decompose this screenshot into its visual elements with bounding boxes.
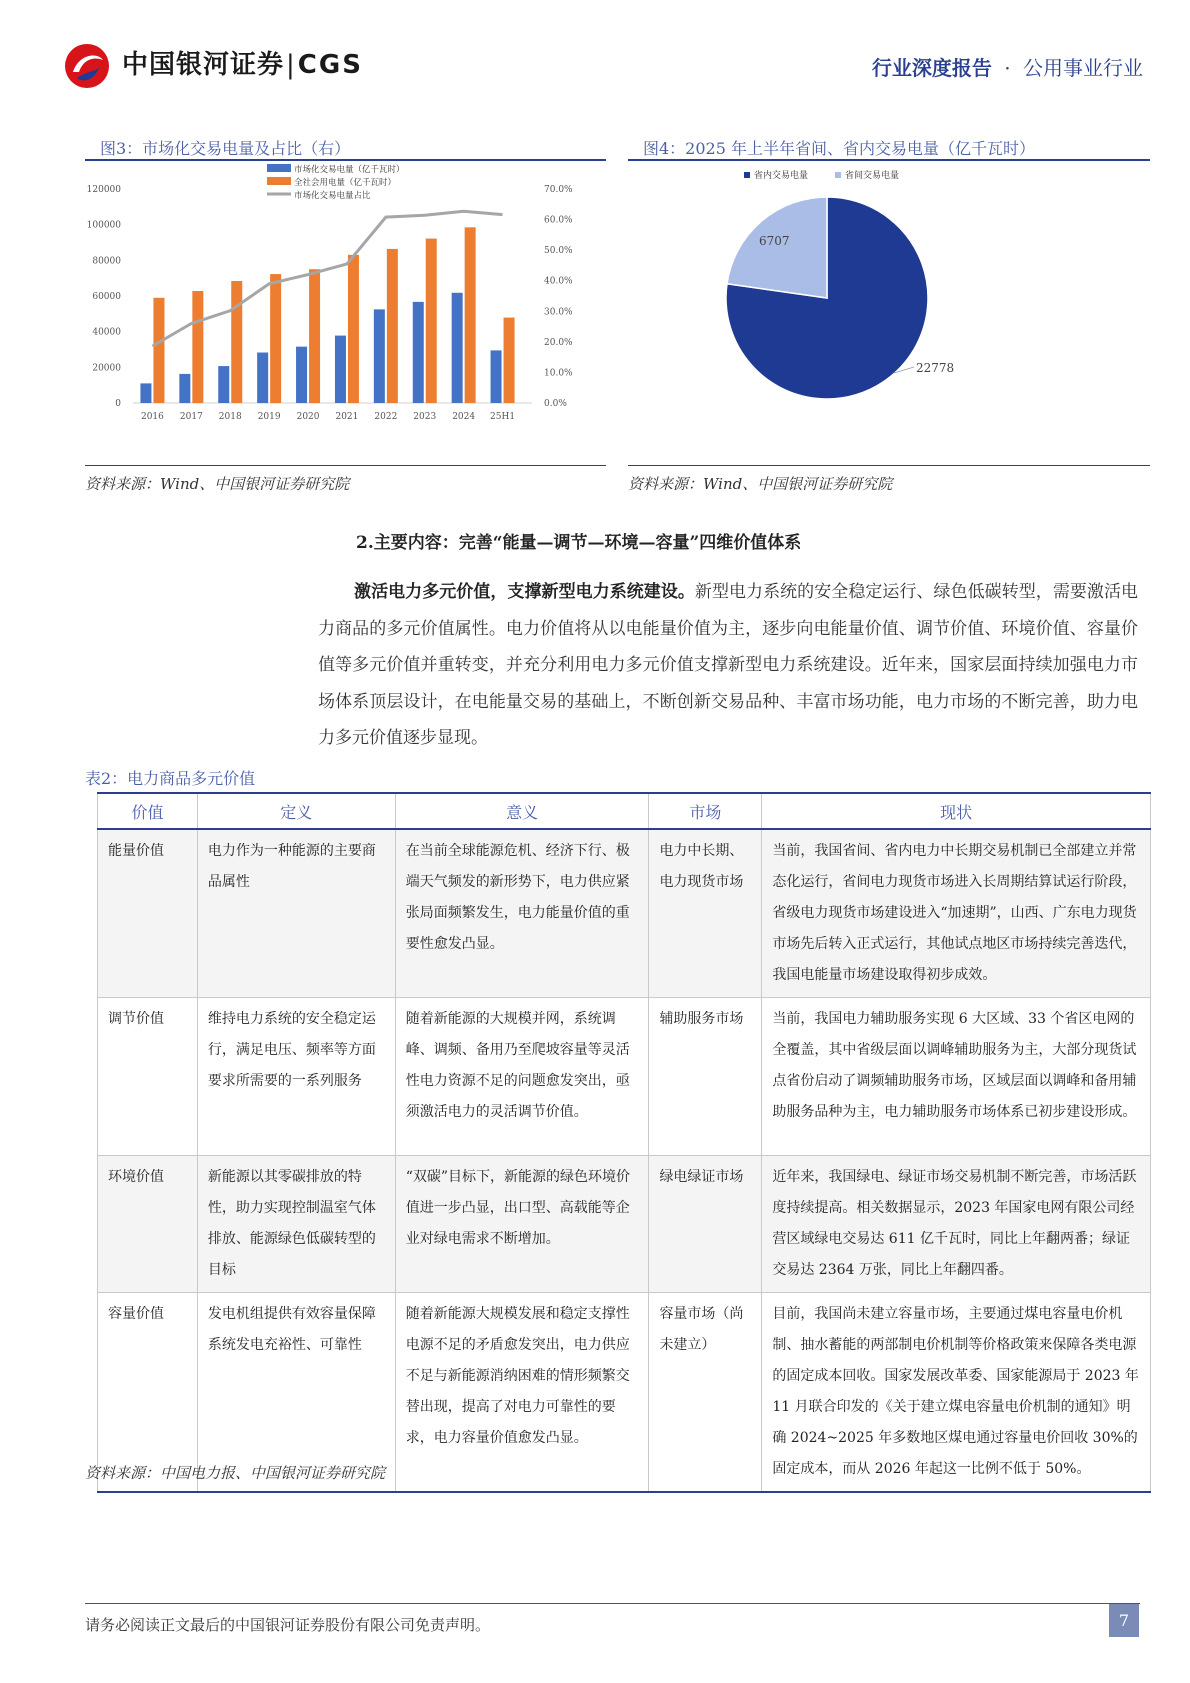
bar-total-consumption (387, 249, 398, 403)
figure4-bottom-rule (628, 465, 1150, 466)
header-status: 现状 (762, 793, 1151, 829)
table-cell: 电力作为一种能源的主要商品属性 (197, 829, 395, 998)
bar-total-consumption (153, 298, 164, 403)
legend-label: 省间交易电量 (845, 171, 900, 181)
table-cell: 能量价值 (98, 829, 198, 998)
y-left-tick-label: 20000 (92, 363, 121, 374)
logo-cn: 中国银河证券 (122, 50, 285, 80)
logo-swirl-icon (63, 42, 111, 90)
legend-swatch (267, 177, 291, 185)
y-left-tick-label: 0 (115, 399, 121, 409)
x-tick-label: 2016 (140, 412, 164, 422)
table-row (98, 998, 1151, 1156)
table-cell: 在当前全球能源危机、经济下行、极端天气频发的新形势下，电力供应紧张局面频繁发生，电力能量价值的重要性愈发凸显。 (395, 829, 649, 998)
table-cell: 随着新能源大规模发展和稳定支撑性电源不足的矛盾愈发突出，电力供应不足与新能源消纳困难的情形频繁交替出现，提高了对电力可靠性的要求，电力容量价值愈发凸显。 (395, 1293, 649, 1493)
table-cell: 随着新能源的大规模并网，系统调峰、调频、备用乃至爬坡容量等灵活性电力资源不足的问题愈发突出，亟须激活电力的灵活调节价值。 (395, 998, 649, 1156)
bar-total-consumption (309, 269, 320, 403)
bar-market-trading (296, 347, 307, 403)
table-cell: 近年来，我国绿电、绿证市场交易机制不断完善，市场活跃度持续提高。相关数据显示，2023 年国家电网有限公司经营区域绿电交易达 611 亿千瓦时，同比上年翻两番；绿证交易达 2364 万张，同比上年翻四番。 (762, 1156, 1151, 1293)
y-right-tick-label: 0.0% (544, 399, 567, 409)
bar-market-trading (140, 383, 151, 403)
y-left-tick-label: 120000 (86, 185, 121, 195)
x-tick-label: 2021 (335, 412, 359, 422)
legend-swatch (835, 172, 841, 178)
y-right-tick-label: 70.0% (544, 185, 573, 195)
table-cell: 新能源以其零碳排放的特性，助力实现控制温室气体排放、能源绿色低碳转型的目标 (197, 1156, 395, 1293)
x-tick-label: 25H1 (490, 412, 516, 422)
page-number: 7 (1109, 1604, 1139, 1637)
table-cell: 容量价值 (98, 1293, 198, 1493)
logo-text (122, 44, 363, 81)
bar-total-consumption (504, 318, 515, 403)
table-cell: 维持电力系统的安全稳定运行，满足电压、频率等方面要求所需要的一系列服务 (197, 998, 395, 1156)
bar-total-consumption (465, 227, 476, 403)
y-right-tick-label: 10.0% (544, 368, 573, 379)
footer-rule (85, 1603, 1140, 1604)
table-cell: 目前，我国尚未建立容量市场，主要通过煤电容量电价机制、抽水蓄能的两部制电价机制等价格政策来保障各类电源的固定成本回收。国家发展改革委、国家能源局于 2023 年 11 月联合印发的《关于建立煤电容量电价机制的通知》明确 2024~2025 年多数地区煤电通过容量电价回收 30%的固定成本，而从 2026 年起这一比例不低于 50%。 (762, 1293, 1151, 1493)
legend-label: 全社会用电量（亿千瓦时） (294, 178, 397, 188)
header-significance: 意义 (395, 793, 649, 829)
bar-market-trading (413, 302, 424, 403)
bar-total-consumption (192, 291, 203, 403)
y-right-tick-label: 40.0% (544, 276, 573, 287)
bar-total-consumption (231, 281, 242, 403)
x-tick-label: 2019 (257, 412, 281, 422)
header-market: 市场 (649, 793, 762, 829)
pie-value-label: 22778 (916, 361, 955, 375)
footer-disclaimer: 请务必阅读正文最后的中国银河证券股份有限公司免责声明。 (85, 1616, 491, 1634)
y-right-tick-label: 30.0% (544, 307, 573, 318)
y-left-tick-label: 80000 (92, 256, 121, 267)
industry-name: 公用事业行业 (1023, 56, 1143, 80)
logo-separator: | (286, 50, 296, 80)
bar-market-trading (452, 293, 463, 403)
bar-market-trading (374, 309, 385, 403)
figure4-source: 资料来源：Wind、中国银河证券研究院 (628, 475, 893, 493)
line-market-share (152, 211, 502, 346)
x-tick-label: 2024 (452, 412, 476, 422)
table-row (98, 829, 1151, 998)
company-logo (63, 42, 111, 90)
report-header (872, 52, 1143, 81)
bar-market-trading (335, 336, 346, 403)
table-cell: 电力中长期、电力现货市场 (649, 829, 762, 998)
x-tick-label: 2020 (296, 412, 320, 422)
figure3-source: 资料来源：Wind、中国银河证券研究院 (85, 475, 350, 493)
y-right-tick-label: 50.0% (544, 246, 573, 257)
table-cell: 发电机组提供有效容量保障系统发电充裕性、可靠性 (197, 1293, 395, 1493)
figure3-top-rule (85, 159, 606, 161)
table-cell: 当前，我国电力辅助服务实现 6 大区域、33 个省区电网的全覆盖，其中省级层面以调峰辅助服务为主，大部分现货试点省份启动了调频辅助服务市场，区域层面以调峰和备用辅助服务品种为主，电力辅助服务市场体系已初步建设形成。 (762, 998, 1151, 1156)
table2-caption: 表2：电力商品多元价值 (85, 769, 256, 788)
table-cell: 调节价值 (98, 998, 198, 1156)
header-dot: · (1004, 56, 1011, 80)
legend-label: 省内交易电量 (754, 171, 809, 181)
paragraph-body: 新型电力系统的安全稳定运行、绿色低碳转型，需要激活电力商品的多元价值属性。电力价值将从以电能量价值为主，逐步向电能量价值、调节价值、环境价值、容量价值等多元价值并重转变，并充分利用电力多元价值支撑新型电力系统建设。近年来，国家层面持续加强电力市场体系顶层设计，在电能量交易的基础上，不断创新交易品种、丰富市场功能，电力市场的不断完善，助力电力多元价值逐步显现。 (318, 582, 1139, 748)
table-cell: 环境价值 (98, 1156, 198, 1293)
y-left-tick-label: 40000 (92, 327, 121, 338)
bar-total-consumption (270, 274, 281, 403)
legend-swatch (744, 172, 750, 178)
table-row (98, 1156, 1151, 1293)
bar-total-consumption (348, 255, 359, 403)
legend-label: 市场化交易电量（亿千瓦时） (294, 165, 405, 175)
x-tick-label: 2022 (374, 412, 398, 422)
table2-source: 资料来源：中国电力报、中国银河证券研究院 (85, 1464, 386, 1482)
header-definition: 定义 (197, 793, 395, 829)
value-table (97, 792, 1151, 1493)
y-left-tick-label: 100000 (86, 220, 121, 231)
y-right-tick-label: 20.0% (544, 337, 573, 348)
report-type: 行业深度报告 (871, 56, 992, 80)
section-paragraph (318, 574, 1138, 757)
bar-market-trading (257, 353, 268, 403)
y-right-tick-label: 60.0% (544, 215, 573, 226)
figure4-caption: 图4：2025 年上半年省间、省内交易电量（亿千瓦时） (643, 139, 1035, 158)
table-cell: 辅助服务市场 (649, 998, 762, 1156)
x-tick-label: 2017 (179, 412, 203, 422)
table-cell: 绿电绿证市场 (649, 1156, 762, 1293)
table-cell: 容量市场（尚未建立） (649, 1293, 762, 1493)
bar-total-consumption (426, 239, 437, 403)
legend-label: 市场化交易电量占比 (294, 191, 371, 201)
table-header-row (98, 793, 1151, 829)
figure4-chart (628, 163, 1150, 463)
figure3-caption: 图3：市场化交易电量及占比（右） (100, 139, 351, 158)
bar-market-trading (179, 374, 190, 403)
paragraph-lead: 激活电力多元价值，支撑新型电力系统建设。 (354, 582, 695, 602)
pie-value-label: 6707 (759, 234, 790, 248)
bar-market-trading (218, 366, 229, 403)
y-left-tick-label: 60000 (92, 292, 121, 302)
x-tick-label: 2018 (218, 412, 242, 422)
section-title: 2.主要内容：完善“能量—调节—环境—容量”四维价值体系 (356, 533, 802, 553)
logo-en: CGS (297, 50, 363, 80)
x-tick-label: 2023 (413, 412, 437, 422)
figure3-bottom-rule (85, 465, 606, 466)
bar-market-trading (491, 350, 502, 403)
table-cell: 当前，我国省间、省内电力中长期交易机制已全部建立并常态化运行，省间电力现货市场进入长周期结算试运行阶段，省级电力现货市场建设进入“加速期”，山西、广东电力现货市场先后转入正式运行，其他试点地区市场持续完善迭代，我国电能量市场建设取得初步成效。 (762, 829, 1151, 998)
figure4-top-rule (628, 159, 1150, 161)
header-value: 价值 (98, 793, 198, 829)
table-cell: “双碳”目标下，新能源的绿色环境价值进一步凸显，出口型、高载能等企业对绿电需求不断增加。 (395, 1156, 649, 1293)
legend-swatch (267, 164, 291, 172)
figure3-chart (85, 163, 606, 463)
